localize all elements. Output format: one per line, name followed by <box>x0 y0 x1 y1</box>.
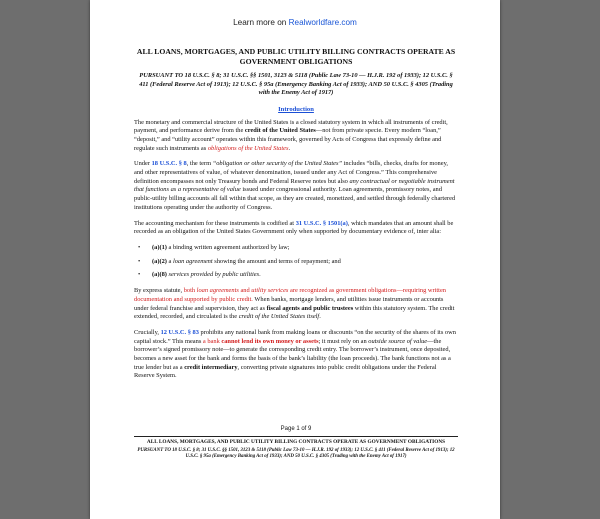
page-number: Page 1 of 9 <box>280 426 312 432</box>
page-footer <box>134 426 458 461</box>
introduction-heading[interactable]: Introduction <box>278 105 314 113</box>
paragraph-1: The monetary and commercial structure of the United States is a closed statutory system in which all instruments of credit, payment, and performance derive from the credit of the United States—not from private specie. Every modern “loan,” “deposit,” and “utility account” operates within this framework, governed by Acts of Congress that expressly define and regulate such instruments as obligations of the United States. <box>134 118 448 152</box>
document-body <box>134 47 458 388</box>
bullet-icon: • <box>138 244 141 251</box>
document-page <box>90 0 500 519</box>
footer-title: ALL LOANS, MORTGAGES, AND PUBLIC UTILITY BILLING CONTRACTS OPERATE AS GOVERNMENT OBLIGATIONS <box>146 438 446 445</box>
citation-link[interactable]: 18 U.S.C. § 8 <box>151 160 187 168</box>
bullet-icon: • <box>138 257 141 265</box>
bullet-icon: • <box>138 271 141 279</box>
citation-link[interactable]: 12 U.S.C. § 83 <box>160 328 199 336</box>
document-title: ALL LOANS, MORTGAGES, AND PUBLIC UTILITY BILLING CONTRACTS OPERATE AS GOVERNMENT OBLIGATIONS <box>136 47 456 66</box>
list-item: • (a)(8) services provided by public utilities. <box>138 271 261 279</box>
paragraph-2: Under 18 U.S.C. § 8, the term “obligation or other security of the United States” includes “bills, checks, drafts for money, and other representatives of value, of whatever denomination, issued under any Act of Congress.” This comprehensive definition encompasses not only Treasury bonds and Federal Reserve notes but also any contractual or negotiable instrument that functions as a representative of value issued under congressional authority. Loan agreements, promissory notes, and public-utility billing accounts all fall within that scope, as they are created, monetized, and settled through federally chartered institutions operating under the authority of Congress. <box>134 160 456 211</box>
citation-link[interactable]: 31 U.S.C. § 1501(a) <box>295 219 348 227</box>
paragraph-4: By express statute, both loan agreements and utility services are recognized as government obligations—requiring written documentation and supported by public credit. When banks, mortgage lenders, and utilities issue instruments or accounts under federal franchise and supervision, they act as fiscal agents and public trustees within this statutory system. The credit extended, recorded, and circulated is the credit of the United States itself. <box>134 287 455 321</box>
promo-text: Learn more on <box>233 18 289 27</box>
statutory-basis: PURSUANT TO 18 U.S.C. § 8; 31 U.S.C. §§ 1501, 3123 & 5118 (Public Law 73-10 — H.J.R. 192 of 1933); 12 U.S.C. § 411 (Federal Reserve Act of 1913); 12 U.S.C. § 95a (Emergency Banking Act of 1933); AND 50 U.S.C. § 4305 (Trading with the Enemy Act of 1917) <box>139 72 453 97</box>
footer-divider <box>134 436 458 437</box>
list-item: • (a)(2) a loan agreement showing the amount and terms of repayment; and <box>138 257 341 265</box>
promo-banner <box>90 18 500 27</box>
paragraph-5: Crucially, 12 U.S.C. § 83 prohibits any national bank from making loans or discounts “on the security of the shares of its own capital stock.” This means a bank cannot lend its own money or assets; it must rely on an outside source of value—the borrower’s signed promissory note—to generate the corresponding credit entry. The borrower’s instrument, once deposited, becomes a new asset for the bank and forms the basis of the bank’s liability (the loan proceeds). The bank functions not as a true lender but as a credit intermediary, converting private signatures into public credit obligations under the Federal Reserve System. <box>134 328 456 380</box>
list-item: • (a)(1) a binding written agreement authorized by law; <box>138 244 290 251</box>
requirement-list <box>134 244 458 280</box>
paragraph-3: The accounting mechanism for these instruments is codified at 31 U.S.C. § 1501(a), which mandates that an amount shall be recorded as an obligation of the United States Government only when supported by documentary evidence of, inter alia: <box>134 219 454 236</box>
footer-statutory-basis: PURSUANT TO 18 U.S.C. § 8; 31 U.S.C. §§ 1501, 3123 & 5118 (Public Law 73-10 — H.J.R. 192 of 1933); 12 U.S.C. § 411 (Federal Reserve Act of 1913); 12 U.S.C. § 95a (Emergency Banking Act of 1933); AND 50 U.S.C. § 4305 (Trading with the Enemy Act of 1917) <box>137 447 455 460</box>
realworldfare-link[interactable]: Realworldfare.com <box>288 18 357 27</box>
